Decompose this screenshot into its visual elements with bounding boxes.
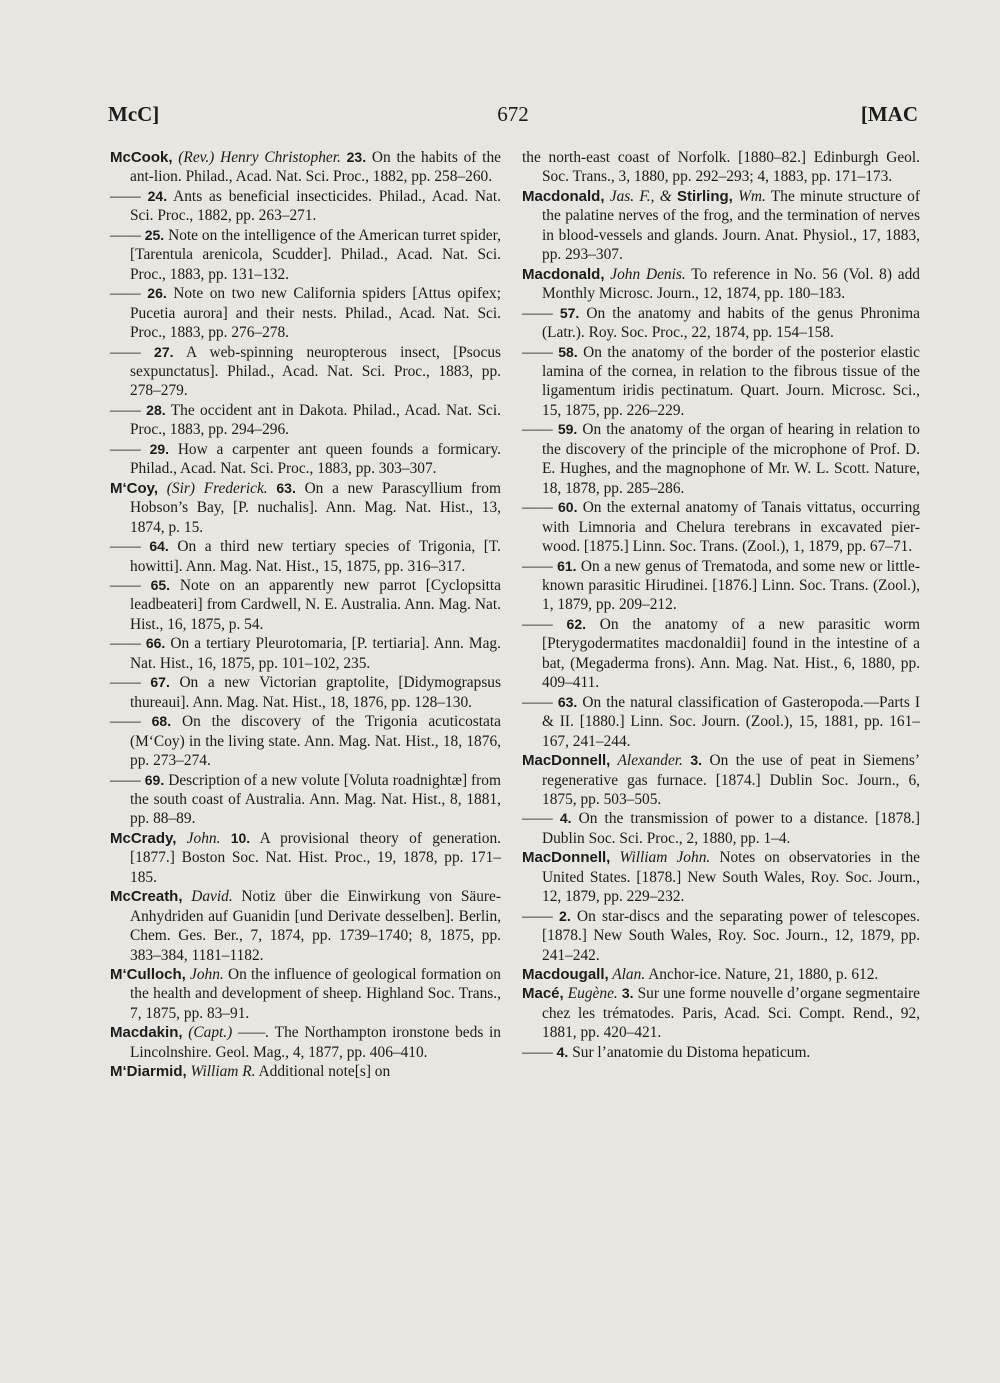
ditto-dash: ——	[110, 343, 141, 361]
entry-number: 59.	[557, 421, 578, 438]
bibliography-entry	[110, 479, 501, 537]
entry-number: 29.	[149, 440, 170, 457]
bibliography-entry	[522, 557, 920, 615]
entry-number: 26.	[147, 285, 167, 302]
running-header	[108, 100, 918, 134]
author-surname: M‘Culloch,	[110, 966, 186, 984]
ditto-dash: ——	[522, 810, 553, 828]
bibliography-entry	[522, 420, 920, 498]
ditto-dash: ——	[110, 538, 141, 556]
entry-text: the north-east coast of Norfolk. [1880–82.] Edinburgh Geol. Soc. Trans., 3, 1880, pp. 292–293; 4, 1883, pp. 171–173.	[522, 149, 920, 186]
author-forename: William John.	[610, 849, 711, 867]
bibliography-entry	[522, 304, 920, 343]
entry-text: On the external anatomy of Tanais vittatus, occurring with Limnoria and Chelura terebrans in excavated pier-wood. [1875.] Linn. Soc. Trans. (Zool.), 1, 1879, pp. 67–71.	[542, 499, 920, 556]
ditto-dash: ——	[522, 907, 553, 925]
entry-number: 61.	[557, 557, 577, 574]
entry-text: On the transmission of power to a distance. [1878.] Dublin Soc. Sci. Proc., 2, 1880, pp. 1–4.	[542, 810, 920, 847]
author-forename: (Capt.) ——.	[182, 1024, 270, 1042]
entry-text: On the discovery of the Trigonia acuticostata (M‘Coy) in the living state. Ann. Mag. Nat. Hist., 18, 1876, pp. 273–274.	[130, 713, 501, 770]
entry-text: On the anatomy and habits of the genus Phronima (Latr.). Roy. Soc. Proc., 22, 1874, pp. 154–158.	[542, 304, 920, 342]
author-forename: David.	[182, 888, 233, 906]
coauthor-surname: Stirling,	[677, 187, 733, 205]
author-surname: M‘Coy,	[110, 479, 159, 497]
bibliography-entry	[522, 498, 920, 556]
bibliography-entry	[522, 148, 920, 187]
left-column	[110, 148, 501, 1082]
author-surname: McCrady,	[110, 829, 177, 847]
entry-text: On a new Parascyllium from Hobson’s Bay, [P. nuchalis]. Ann. Mag. Nat. Hist., 13, 1874, p. 15.	[130, 479, 501, 536]
entry-text: On the use of peat in Siemens’ regenerative gas furnace. [1874.] Dublin Soc. Journ., 6, 1875, pp. 503–505.	[542, 752, 920, 808]
ditto-dash: ——	[110, 771, 141, 789]
ditto-dash: ——	[110, 285, 141, 303]
entry-number: 4.	[559, 810, 572, 827]
author-forename: (Sir) Frederick.	[158, 479, 268, 497]
bibliography-entry	[110, 576, 501, 634]
entry-text: A web-spinning neuropterous insect, [Psocus sexpunctatus]. Philad., Acad. Nat. Sci. Proc., 1883, pp. 278–279.	[130, 343, 502, 400]
ditto-dash: ——	[522, 1043, 553, 1061]
entry-number: 64.	[149, 538, 169, 555]
header-right: [MAC	[860, 102, 918, 126]
author-surname: M‘Diarmid,	[110, 1063, 187, 1081]
bibliography-entry	[110, 440, 501, 479]
ditto-dash: ——	[522, 557, 553, 575]
bibliography-entry	[110, 401, 501, 440]
entry-text: On the anatomy of the organ of hearing in relation to the discovery of the principle of the microphone of Prof. D. E. Hughes, and the magnophone of Mr. W. L. Scott. Nature, 18, 1878, pp. 285–286.	[542, 421, 920, 497]
author-surname: MacDonnell,	[522, 849, 611, 867]
entry-text: On a new Victorian graptolite, [Didymograpsus thureaui]. Ann. Mag. Nat. Hist., 18, 1876, pp. 128–130.	[130, 674, 501, 711]
bibliography-entry	[110, 343, 501, 401]
ditto-dash: ——	[522, 693, 553, 711]
author-surname: Macdougall,	[522, 966, 609, 984]
entry-number: 3.	[690, 752, 703, 769]
ditto-dash: ——	[522, 421, 553, 439]
entry-text: How a carpenter ant queen founds a formicary. Philad., Acad. Nat. Sci. Proc., 1883, pp. 303–307.	[130, 440, 501, 478]
entry-number: 4.	[556, 1043, 569, 1060]
bibliography-entry	[110, 187, 501, 226]
author-surname: MacDonnell,	[522, 752, 611, 770]
entry-number: 63.	[557, 693, 578, 710]
ditto-dash: ——	[110, 713, 141, 731]
author-surname: Macdonald,	[522, 187, 605, 205]
author-surname: Macdakin,	[110, 1024, 183, 1042]
coauthor-forename: Wm.	[732, 187, 766, 205]
page-number: 672	[497, 102, 529, 126]
bibliography-entry	[522, 343, 920, 421]
author-forename: John.	[185, 966, 224, 984]
entry-text: Notes on observatories in the United States. [1878.] New South Wales, Roy. Soc. Journ., 12, 1879, pp. 229–232.	[542, 849, 920, 906]
entry-number: 62.	[566, 615, 587, 632]
entry-text: Anchor-ice. Nature, 21, 1880, p. 612.	[648, 966, 879, 984]
bibliography-entry	[110, 673, 501, 712]
entry-text: To reference in No. 56 (Vol. 8) add Monthly Microsc. Journ., 12, 1874, pp. 180–183.	[542, 265, 920, 303]
entry-text: A provisional theory of generation. [1877.] Boston Soc. Nat. Hist. Proc., 19, 1878, pp. 171–185.	[130, 829, 501, 886]
right-column	[522, 148, 920, 1062]
bibliography-entry	[522, 187, 920, 265]
entry-number: 57.	[559, 304, 580, 321]
author-forename: John.	[176, 829, 221, 847]
ditto-dash: ——	[110, 576, 141, 594]
bibliography-entry	[522, 1043, 920, 1062]
entry-number: 69.	[144, 771, 165, 788]
bibliography-entry	[522, 265, 920, 304]
ditto-dash: ——	[110, 187, 141, 205]
bibliography-entry	[522, 984, 920, 1042]
bibliography-entry	[110, 634, 501, 673]
author-forename: John Denis.	[604, 265, 686, 283]
entry-text: On the natural classification of Gasteropoda.—Parts I & II. [1880.] Linn. Soc. Journ. (Zool.), 15, 1881, pp. 161–167, 241–244.	[542, 693, 920, 750]
entry-text: On the habits of the ant-lion. Philad., Acad. Nat. Sci. Proc., 1882, pp. 258–260.	[130, 149, 501, 186]
entry-number: 67.	[150, 674, 170, 691]
bibliography-entry	[110, 887, 501, 965]
entry-text: Sur une forme nouvelle d’organe segmentaire chez les trématodes. Paris, Acad. Sci. Compt. Rend., 92, 1881, pp. 420–421.	[542, 985, 920, 1042]
bibliography-entry	[110, 1062, 501, 1081]
entry-number: 24.	[147, 187, 168, 204]
ditto-dash: ——	[110, 440, 141, 458]
entry-text: Note on an apparently new parrot [Cyclopsitta leadbeateri] from Cardwell, N. E. Australia. Ann. Mag. Nat. Hist., 16, 1875, p. 54.	[130, 576, 501, 633]
entry-number: 25.	[144, 226, 165, 243]
entry-number: 60.	[558, 499, 578, 516]
author-surname: Macé,	[522, 985, 564, 1003]
ditto-dash: ——	[110, 635, 141, 653]
bibliography-entry	[110, 965, 501, 1023]
entry-number: 68.	[151, 713, 172, 730]
entry-text: Sur l’anatomie du Distoma hepaticum.	[572, 1043, 811, 1061]
entry-number: 28.	[146, 401, 166, 418]
ditto-dash: ——	[522, 304, 553, 322]
author-forename: Alan.	[608, 966, 646, 984]
header-left: McC]	[108, 102, 160, 126]
entry-text: On the anatomy of the border of the posterior elastic lamina of the cornea, in relation to the fibrous tissue of the ligamentum iridis pectinatum. Quart. Journ. Microsc. Sci., 15, 1875, pp. 226–229.	[542, 343, 920, 419]
author-forename: Jas. F., &	[604, 187, 677, 205]
entry-text: Notiz über die Einwirkung von Säure-Anhydriden auf Guanidin [und Derivate desselben]. Berlin, Chem. Ges. Ber., 7, 1874, pp. 1739–1740; 8, 1875, pp. 383–384, 1181–1182.	[130, 888, 501, 964]
entry-text: The Northampton ironstone beds in Lincolnshire. Geol. Mag., 4, 1877, pp. 406–410.	[130, 1024, 501, 1061]
bibliography-entry	[110, 1023, 501, 1062]
author-surname: Macdonald,	[522, 265, 605, 283]
bibliography-entry	[522, 907, 920, 965]
author-forename: (Rev.) Henry Christopher.	[172, 149, 341, 166]
ditto-dash: ——	[110, 401, 141, 419]
entry-text: On a tertiary Pleurotomaria, [P. tertiaria]. Ann. Mag. Nat. Hist., 16, 1875, pp. 101–102, 235.	[130, 635, 501, 672]
bibliography-entry	[110, 829, 501, 887]
bibliography-entry	[110, 148, 501, 187]
bibliography-entry	[522, 965, 920, 984]
bibliography-entry	[110, 712, 501, 770]
ditto-dash: ——	[522, 499, 553, 517]
author-forename: William R.	[186, 1063, 256, 1081]
ditto-dash: ——	[110, 674, 141, 692]
bibliography-entry	[110, 537, 501, 576]
bibliography-entry	[522, 693, 920, 751]
bibliography-entry	[110, 226, 501, 284]
entry-text: On the influence of geological formation on the health and development of sheep. Highland Soc. Trans., 7, 1875, pp. 83–91.	[130, 966, 501, 1022]
ditto-dash: ——	[522, 343, 553, 361]
entry-text: Additional note[s] on	[258, 1063, 391, 1081]
entry-number: 3.	[621, 985, 634, 1002]
entry-text: On star-discs and the separating power of telescopes. [1878.] New South Wales, Roy. Soc. Journ., 12, 1879, pp. 241–242.	[542, 907, 920, 964]
bibliography-entry	[110, 771, 501, 829]
entry-text: On a third new tertiary species of Trigonia, [T. howitti]. Ann. Mag. Nat. Hist., 15, 1875, pp. 316–317.	[130, 538, 501, 575]
entry-text: Ants as beneficial insecticides. Philad., Acad. Nat. Sci. Proc., 1882, pp. 263–271.	[130, 187, 501, 225]
bibliography-entry	[522, 809, 920, 848]
bibliography-entry	[522, 615, 920, 693]
entry-text: Note on the intelligence of the American turret spider, [Tarentula arenicola, Scudder]. Philad., Acad. Nat. Sci. Proc., 1883, pp. 131–132.	[130, 226, 501, 283]
ditto-dash: ——	[522, 615, 553, 633]
entry-text: The occident ant in Dakota. Philad., Acad. Nat. Sci. Proc., 1883, pp. 294–296.	[130, 401, 501, 439]
entry-text: Description of a new volute [Voluta roadnightæ] from the south coast of Australia. Ann. Mag. Nat. Hist., 8, 1881, pp. 88–89.	[130, 771, 501, 828]
author-surname: McCook,	[110, 149, 173, 166]
author-surname: McCreath,	[110, 888, 183, 906]
bibliography-entry	[522, 751, 920, 809]
ditto-dash: ——	[110, 226, 141, 244]
entry-text: Note on two new California spiders [Attus opifex; Pucetia aurora] and their nests. Philad., Acad. Nat. Sci. Proc., 1883, pp. 276–278.	[130, 285, 501, 342]
entry-number: 23.	[346, 149, 367, 165]
bibliography-entry	[522, 848, 920, 906]
bibliography-entry	[110, 284, 501, 342]
entry-text: On a new genus of Trematoda, and some new or little-known parasitic Hirudinei. [1876.] Linn. Soc. Trans. (Zool.), 1, 1879, pp. 209–212.	[542, 557, 920, 614]
entry-number: 10.	[230, 829, 251, 846]
entry-number: 27.	[154, 343, 174, 360]
entry-text: On the anatomy of a new parasitic worm [Pterygodermatites macdonaldii] found in the intestine of a bat, (Megaderma frons). Ann. Mag. Nat. Hist., 6, 1880, pp. 409–411.	[542, 615, 920, 692]
author-forename: Alexander.	[610, 752, 683, 770]
entry-number: 65.	[150, 576, 171, 593]
entry-text: The minute structure of the palatine nerves of the frog, and the termination of nerves in blood-vessels and glands. Journ. Anat. Physiol., 17, 1883, pp. 293–307.	[542, 187, 920, 264]
entry-number: 2.	[559, 907, 571, 924]
entry-number: 63.	[276, 479, 296, 496]
entry-number: 58.	[558, 343, 578, 360]
author-forename: Eugène.	[563, 985, 618, 1003]
entry-number: 66.	[145, 635, 166, 652]
